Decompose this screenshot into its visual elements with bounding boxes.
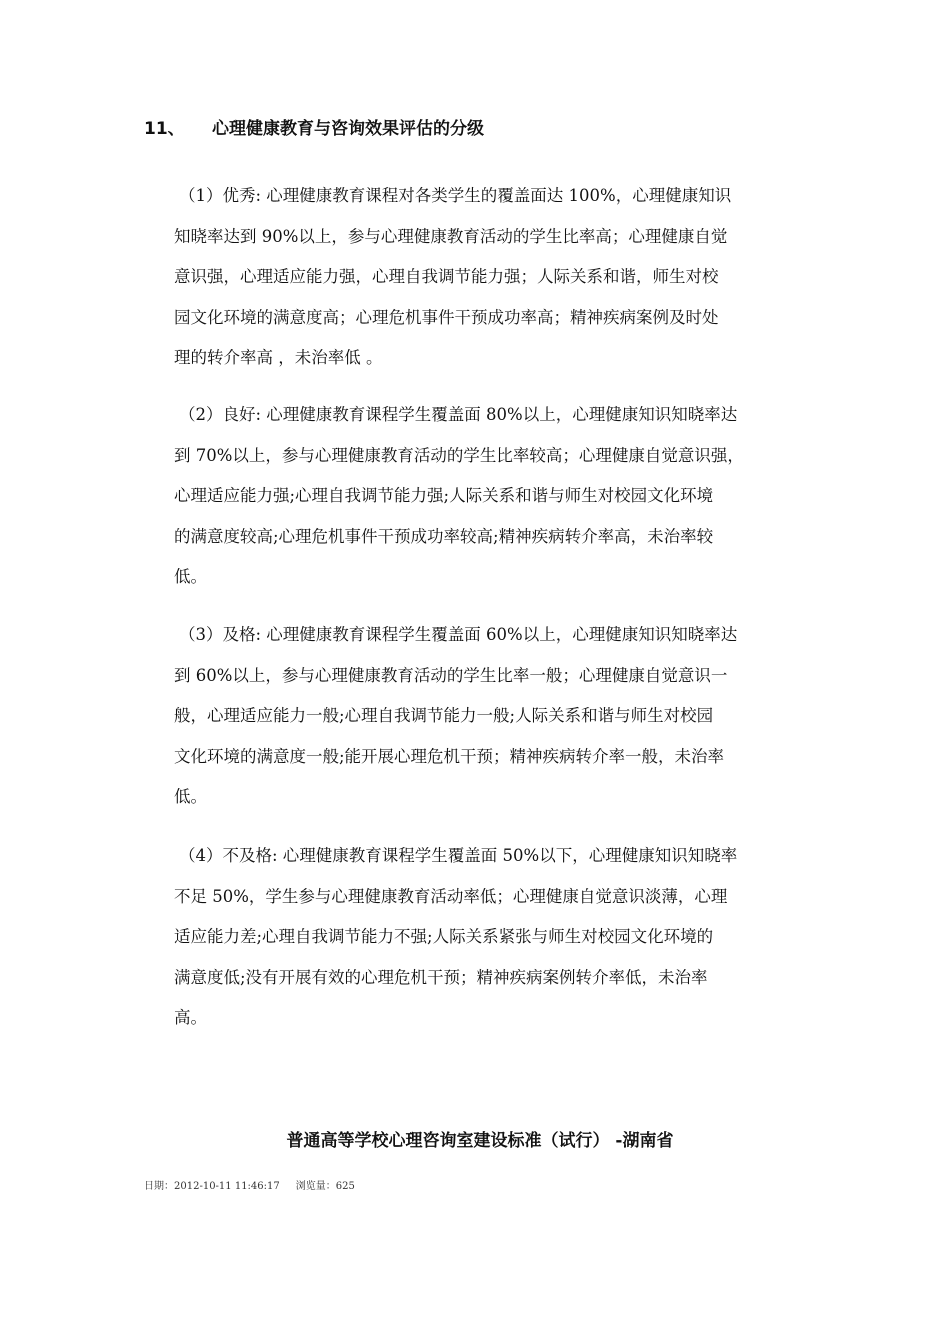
paragraph-line: 知晓率达到 90%以上，参与心理健康教育活动的学生比率高；心理健康自觉 xyxy=(174,226,728,246)
paragraph-line: 园文化环境的满意度高；心理危机事件干预成功率高；精神疾病案例及时处 xyxy=(174,307,719,327)
paragraph-line: （2）良好: 心理健康教育课程学生覆盖面 80%以上，心理健康知识知晓率达 xyxy=(179,405,738,424)
paragraph-line: 心理适应能力强;心理自我调节能力强;人际关系和谐与师生对校园文化环境 xyxy=(174,486,714,506)
paragraph-line: 适应能力差;心理自我调节能力不强;人际关系紧张与师生对校园文化环境的 xyxy=(174,927,714,947)
paragraph-line: 到 70%以上，参与心理健康教育活动的学生比率较高；心理健康自觉意识强， xyxy=(174,445,744,465)
paragraph-good xyxy=(174,395,744,598)
paragraph-line: 意识强，心理适应能力强，心理自我调节能力强；人际关系和谐，师生对校 xyxy=(174,267,719,287)
paragraph-line: 到 60%以上，参与心理健康教育活动的学生比率一般；心理健康自觉意识一 xyxy=(174,665,728,685)
publish-date: 日期：2012-10-11 11:46:17 xyxy=(144,1181,280,1192)
section-heading xyxy=(144,114,484,139)
paragraph-line: （1）优秀: 心理健康教育课程对各类学生的覆盖面达 100%，心理健康知识 xyxy=(179,186,732,205)
paragraph-line: 理的转介率高 ，未治率低 。 xyxy=(174,348,383,368)
document-title-text: 普通高等学校心理咨询室建设标准（试行） -湖南省 xyxy=(286,1131,674,1151)
paragraph-line: （4）不及格: 心理健康教育课程学生覆盖面 50%以下，心理健康知识知晓率 xyxy=(179,846,738,865)
paragraph-line: 文化环境的满意度一般;能开展心理危机干预；精神疾病转介率一般，未治率 xyxy=(174,746,725,766)
section-title: 心理健康教育与咨询效果评估的分级 xyxy=(212,119,484,139)
paragraph-pass xyxy=(174,615,737,818)
paragraph-line: 的满意度较高;心理危机事件干预成功率较高;精神疾病转介率高，未治率较 xyxy=(174,526,714,546)
paragraph-line: 满意度低;没有开展有效的心理危机干预；精神疾病案例转介率低，未治率 xyxy=(174,967,708,987)
document-title xyxy=(0,1126,950,1151)
paragraph-line: 低。 xyxy=(174,567,207,587)
paragraph-fail xyxy=(174,836,737,1039)
paragraph-line: 不足 50%，学生参与心理健康教育活动率低；心理健康自觉意识淡薄，心理 xyxy=(174,886,728,906)
paragraph-line: 般，心理适应能力一般;心理自我调节能力一般;人际关系和谐与师生对校园 xyxy=(174,706,714,726)
paragraph-line: 高。 xyxy=(174,1008,207,1028)
paragraph-line: （3）及格: 心理健康教育课程学生覆盖面 60%以上，心理健康知识知晓率达 xyxy=(179,625,738,644)
view-count: 浏览量：625 xyxy=(295,1181,355,1192)
paragraph-excellent xyxy=(174,176,731,379)
paragraph-line: 低。 xyxy=(174,787,207,807)
document-meta xyxy=(144,1177,355,1192)
section-number: 11、 xyxy=(144,119,185,139)
